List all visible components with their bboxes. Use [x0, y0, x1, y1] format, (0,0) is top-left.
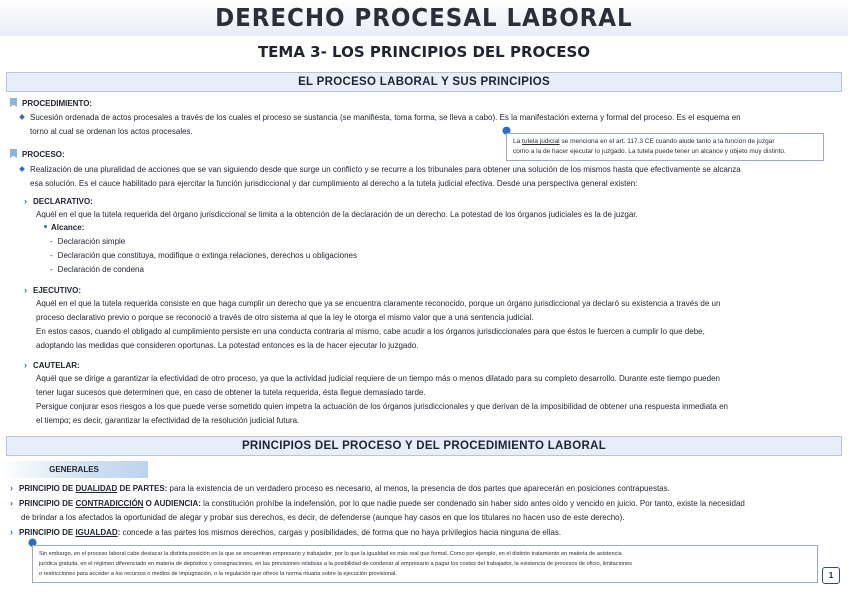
chevron-right-icon: ›: [24, 196, 27, 206]
chevron-right-icon: ›: [10, 483, 13, 493]
bullet-icon: [19, 114, 25, 120]
section-header-proceso-laboral: EL PROCESO LABORAL Y SUS PRINCIPIOS: [6, 72, 842, 92]
ejecutivo-definition: Aquél en el que la tutela requerida consiste en que haga cumplir un derecho que ya se encuentra claramente reconocido, porque un órgano jurisdiccional ya declaró su existencia a través de un proceso declarativo previo o porque se reconoció a través de otro sistema al que la ley le otorga el mismo valor que a una sentencia judicial. En estos casos, cuando el obligado al cumplimiento persiste en una conducta contraria al mismo, cabe acudir a los órganos jurisdiccionales para que éstos le fuercen a cumplir lo que debe, adoptando las medidas que consideren oportunas. La potestad entonces es la de hacer ejecutar lo juzgado.: [36, 299, 721, 350]
alcance-item: - Declaración de condena: [50, 265, 144, 274]
bullet-icon: [44, 225, 47, 228]
chevron-right-icon: ›: [24, 360, 27, 370]
chevron-right-icon: ›: [24, 285, 27, 295]
procedimiento-heading: PROCEDIMIENTO:: [10, 98, 92, 109]
alcance-heading: Alcance:: [44, 221, 84, 235]
section-header-principios: PRINCIPIOS DEL PROCESO Y DEL PROCEDIMIENTO LABORAL: [6, 436, 842, 456]
procedimiento-definition: Sucesión ordenada de actos procesales a través de los cuales el proceso se sustancia (se manifiesta, toma forma, se lleva a cabo). Es la manifestación externa y formal del proceso. Es el esquema en torno al cual se ordenan los actos procesales.: [20, 111, 741, 139]
declarativo-heading: › DECLARATIVO:: [24, 196, 93, 206]
document-subtitle: TEMA 3- LOS PRINCIPIOS DEL PROCESO: [257, 43, 591, 61]
principio-dualidad: › PRINCIPIO DE DUALIDAD DE PARTES: para la existencia de un verdadero proceso es necesario, al menos, la presencia de dos partes que aparecerán en posiciones contrapuestas.: [10, 483, 670, 493]
alcance-item: - Declaración que constituya, modifique o extinga relaciones, derechos u obligaciones: [50, 251, 357, 260]
bookmark-icon: [10, 149, 17, 158]
proceso-heading: PROCESO:: [10, 149, 65, 160]
principio-igualdad: › PRINCIPIO DE IGUALDAD: concede a las partes los mismos derechos, cargas y posibilidades, de forma que no haya privilegios hacia ninguna de ellas.: [10, 527, 562, 537]
alcance-item: - Declaración simple: [50, 237, 126, 246]
note-tutela-judicial: La tutela judicial se menciona en el art. 117.3 CE cuando alude tanto a la función de juzgar como a la de hacer ejecutar lo juzgado. La tutela puede tener un alcance y objeto muy distinto.: [506, 133, 824, 161]
note-igualdad-proceso-laboral: Sin embargo, en el proceso laboral cabe destacar la distinta posición en la que se encuentran empresario y trabajador, por lo que la igualdad es más real que formal. Como por ejemplo, en el distinto tratamiento en materia de asistencia jurídica gratuita, en el régimen diferenciado en materia de depósitos y consignaciones, en las previsiones relativas a la posibilidad de condenar al empresario a pagar los costes del trabajador, la existencia de procesos de oficio, limitaciones o restricciones para acceder a los recursos o medios de impugnación, o la regulación que ofrece la norma rituaria sobre la ejecución provisional.: [32, 545, 818, 583]
document-title: DERECHO PROCESAL LABORAL: [215, 3, 633, 32]
principio-contradiccion: › PRINCIPIO DE CONTRADICCIÓN O AUDIENCIA: la constitución prohíbe la indefensión, por lo que nadie puede ser condenado sin haber sido antes oído y vencido en juicio. Por tanto, existe la necesidad de brindar a los afectados la oportunidad de alegar y probar sus derechos, es decir, de defenderse (aunque hay casos en que los titulares no hacen uso de este derecho).: [10, 498, 745, 522]
chevron-right-icon: ›: [10, 498, 13, 508]
generales-tag: GENERALES: [0, 461, 148, 478]
cautelar-definition: Aquél que se dirige a garantizar la efectividad de otro proceso, ya que la actividad judicial requiere de un tiempo más o menos dilatado para su completo desarrollo. Durante este tiempo pueden tener lugar sucesos que determinen que, en caso de obtener la tutela requerida, ésta llegue demasiado tarde. Persigue conjurar esos riesgos a los que puede verse sometido quien impetra la actuación de los órganos jurisdiccionales y que derivan de la imposibilidad de obtener una respuesta inmediata en el tiempo; es decir, garantizar la efectividad de la resolución judicial futura.: [36, 374, 728, 425]
title-banner: [0, 0, 848, 36]
chevron-right-icon: ›: [10, 527, 13, 537]
bullet-icon: [19, 166, 25, 172]
ejecutivo-heading: › EJECUTIVO:: [24, 285, 82, 295]
cautelar-heading: › CAUTELAR:: [24, 360, 80, 370]
proceso-definition: Realización de una pluralidad de acciones que se van siguiendo desde que surge un conflicto y se recurre a los tribunales para obtener una solución de los mismos hasta que efectivamente se alcanza esa solución. Es el cauce habilitado para ejercitar la función jurisdiccional y dar cumplimiento al derecho a la tutela judicial efectiva. Desde una perspectiva general existen:: [20, 163, 741, 191]
page-number: 1: [822, 567, 840, 584]
bookmark-icon: [10, 98, 17, 107]
declarativo-definition: Aquél en el que la tutela requerida del órgano jurisdiccional se limita a la obtención de la declaración de un derecho. La potestad de los órganos judiciales es la de juzgar.: [36, 210, 638, 219]
